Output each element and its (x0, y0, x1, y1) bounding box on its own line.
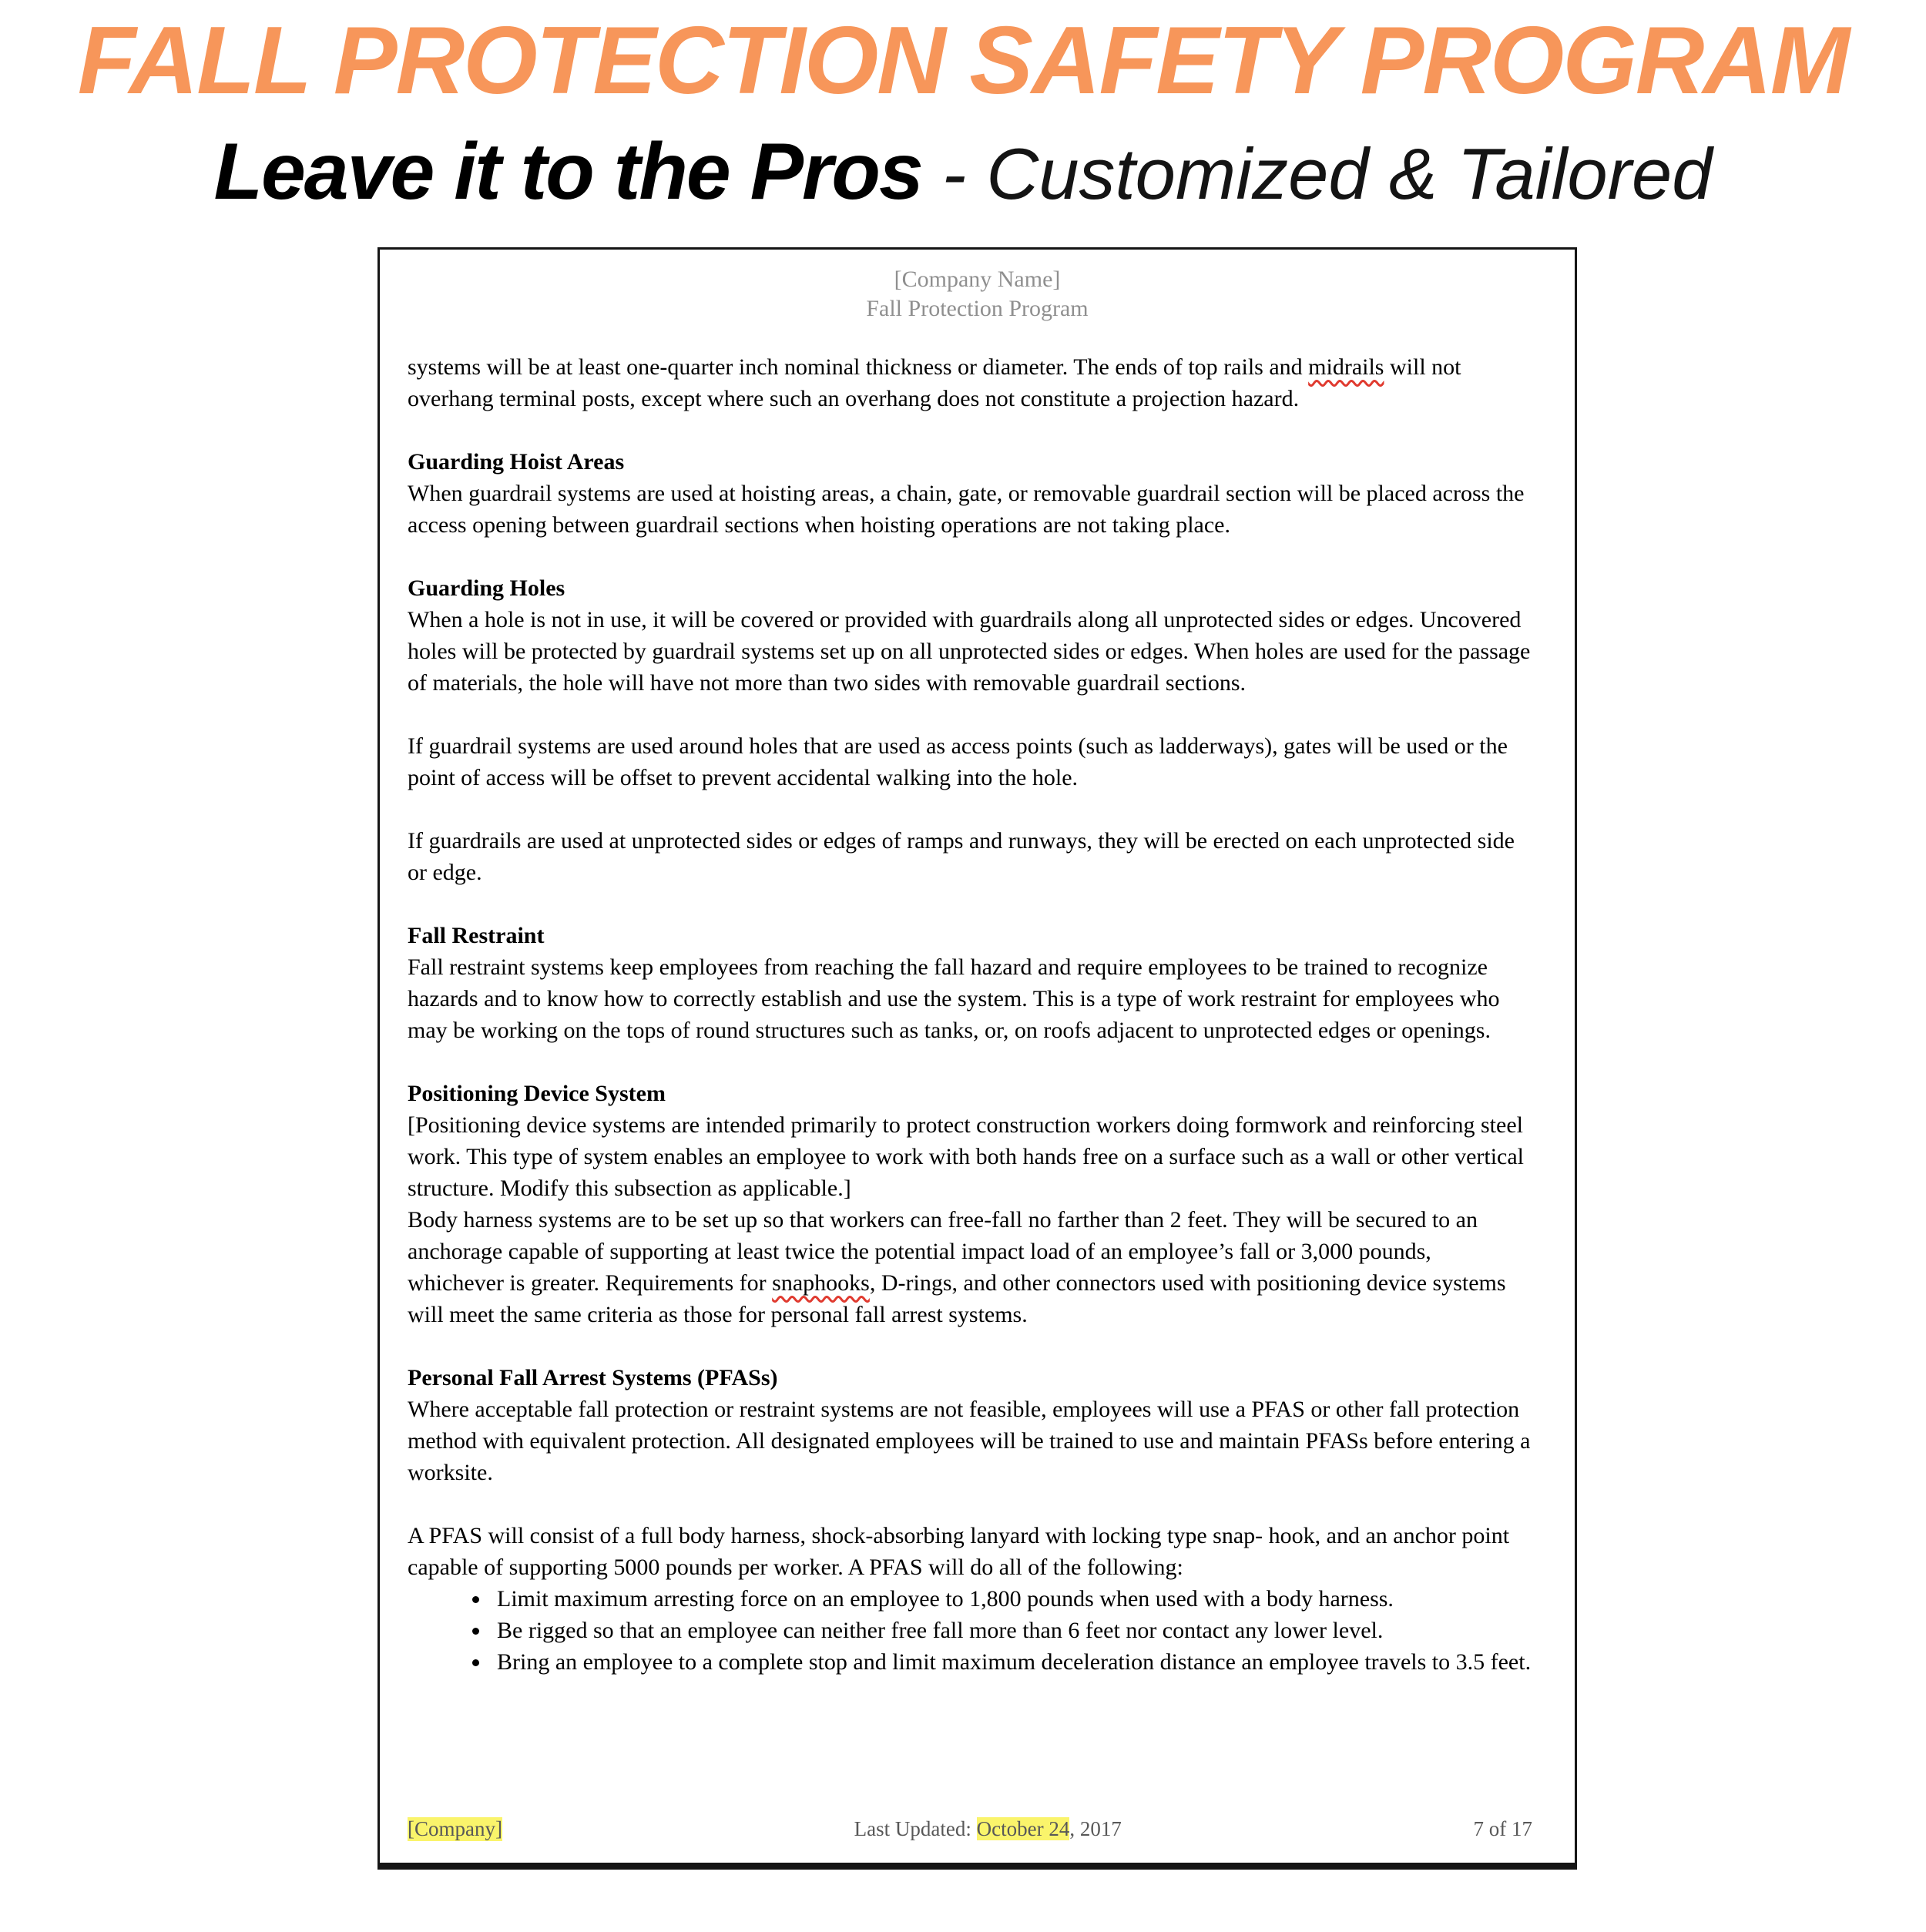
marketing-graphic (0, 6, 1926, 1840)
body-paragraph (408, 730, 1532, 793)
section-heading: Fall Restraint (408, 923, 545, 948)
bullet-item: • Bring an employee to a complete stop and limit maximum deceleration distance an employee travels to 3.5 feet. (491, 1646, 1532, 1678)
text-run: , D-rings, and other connectors used with positioning device systems will meet the same criteria as those for personal fall arrest systems. (408, 1270, 1506, 1327)
body-paragraph (408, 825, 1532, 888)
document-header-title: Fall Protection Program (866, 296, 1089, 321)
body-paragraph (408, 1204, 1532, 1330)
bullet-item: • Limit maximum arresting force on an employee to 1,800 pounds when used with a body harness. (491, 1583, 1532, 1615)
text-run: If guardrails are used at unprotected sides or edges of ramps and runways, they will be erected on each unprotected side or edge. (408, 828, 1515, 885)
banner-subtitle-emphasis: Leave it to the Pros (213, 127, 922, 216)
body-paragraph (408, 1394, 1532, 1488)
text-run: A PFAS will consist of a full body harness, shock-absorbing lanyard with locking type snap- hook, and an anchor point capable of supporting 5000 pounds per worker. A PFAS will do all of the following: (408, 1523, 1510, 1580)
document-header-company: [Company Name] (894, 267, 1061, 292)
misspelled-word: snaphooks (772, 1270, 870, 1296)
text-run: If guardrail systems are used around holes that are used as access points (such as ladderways), gates will be used or the point of access will be offset to prevent accidental walking into the hole. (408, 733, 1508, 790)
body-paragraph (408, 951, 1532, 1046)
section-heading: Guarding Hoist Areas (408, 449, 625, 475)
banner-title: FALL PROTECTION SAFETY PROGRAM (77, 8, 1849, 114)
text-run: systems will be at least one-quarter inch nominal thickness or diameter. The ends of top rails and (408, 354, 1309, 380)
text-run: Body harness systems are to be set up so that workers can free-fall no farther than 2 feet. They will be secured to an anchorage capable of supporting at least twice the potential impact load of an employee’s fall or 3,000 pounds, whichever is greater. Requirements for (408, 1207, 1478, 1296)
document-page (377, 247, 1577, 1870)
body-paragraph (408, 1520, 1532, 1583)
body-paragraph (408, 478, 1532, 541)
body-paragraph (408, 1109, 1532, 1204)
document-body (380, 351, 1575, 1678)
body-paragraph (408, 604, 1532, 699)
text-run: will not overhang terminal posts, except where such an overhang does not constitute a projection hazard. (408, 354, 1461, 411)
body-paragraph (408, 351, 1532, 414)
misspelled-word: midrails (1308, 354, 1384, 380)
footer-updated-date-highlight: October 24 (976, 1817, 1070, 1840)
footer-page-number: 7 of 17 (1473, 1817, 1532, 1840)
bullet-item: • Be rigged so that an employee can neither free fall more than 6 feet nor contact any lower level. (491, 1615, 1532, 1646)
footer-updated-prefix: Last Updated: (854, 1817, 977, 1840)
text-run: Fall restraint systems keep employees from reaching the fall hazard and require employees to be trained to recognize hazards and to know how to correctly establish and use the system. This is a type of work restraint for employees who may be working on the tops of round structures such as tanks, or, on roofs adjacent to unprotected edges or openings. (408, 954, 1500, 1043)
banner-subtitle-tagline: - Customized & Tailored (921, 133, 1713, 214)
text-run: When guardrail systems are used at hoisting areas, a chain, gate, or removable guardrail section will be placed across the access opening between guardrail sections when hoisting operations are not taking place. (408, 481, 1525, 538)
section-heading: Positioning Device System (408, 1081, 666, 1106)
bullet-list (408, 1583, 1532, 1678)
text-run: Where acceptable fall protection or restraint systems are not feasible, employees will use a PFAS or other fall protection method with equivalent protection. All designated employees will be trained to use and maintain PFASs before entering a worksite. (408, 1397, 1531, 1485)
footer-company: [Company] (408, 1817, 502, 1840)
banner-subtitle (0, 126, 1926, 218)
footer-last-updated (854, 1817, 1122, 1841)
section-heading: Personal Fall Arrest Systems (PFASs) (408, 1365, 778, 1390)
section-heading: Guarding Holes (408, 575, 565, 601)
document-header (380, 250, 1575, 324)
footer-updated-year: , 2017 (1069, 1817, 1122, 1840)
text-run: [Positioning device systems are intended primarily to protect construction workers doing formwork and reinforcing steel work. This type of system enables an employee to work with both hands free on a surface such as a wall or other vertical structure. Modify this subsection as applicable.] (408, 1112, 1525, 1201)
text-run: When a hole is not in use, it will be covered or provided with guardrails along all unprotected sides or edges. Uncovered holes will be protected by guardrail systems set up on all unprotected sides or edges. When holes are used for the passage of materials, the hole will have not more than two sides with removable guardrail sections. (408, 607, 1531, 696)
document-footer (408, 1817, 1532, 1841)
